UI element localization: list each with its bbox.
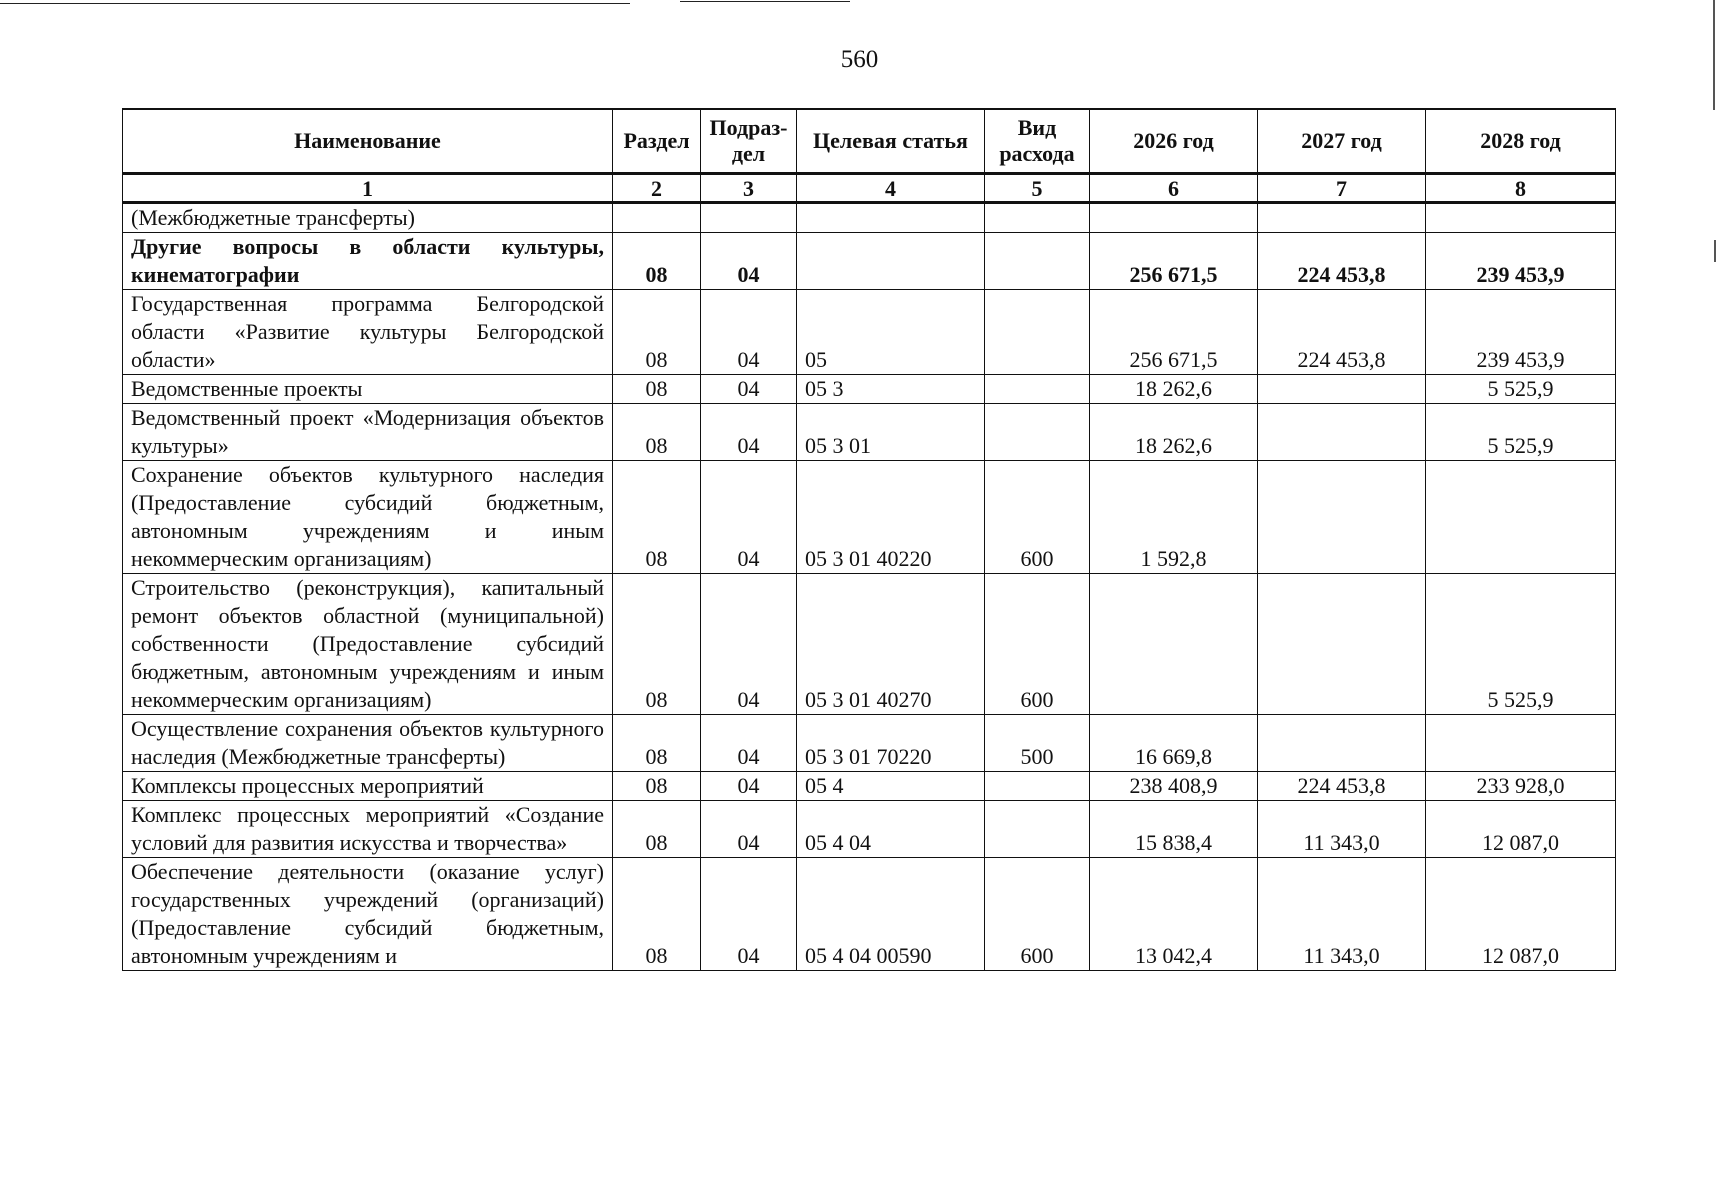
row-2026: 256 671,5 <box>1090 233 1258 290</box>
row-podrazdel: 04 <box>701 404 797 461</box>
table-row <box>123 715 1616 772</box>
row-2028: 239 453,9 <box>1426 233 1616 290</box>
row-name: Сохранение объектов культурного наследия (Предоставление субсидий бюджетным, автономным учреждениям и иным некоммерческим организациям) <box>123 461 613 574</box>
row-tselevaya <box>797 203 985 233</box>
row-tselevaya: 05 4 04 <box>797 801 985 858</box>
header-vid: Вид расхода <box>985 109 1090 174</box>
row-tselevaya: 05 3 01 70220 <box>797 715 985 772</box>
table-row <box>123 375 1616 404</box>
column-number: 1 <box>123 174 613 203</box>
row-name: Осуществление сохранения объектов культурного наследия (Межбюджетные трансферты) <box>123 715 613 772</box>
row-2026 <box>1090 574 1258 715</box>
column-number: 4 <box>797 174 985 203</box>
row-podrazdel <box>701 203 797 233</box>
budget-table <box>122 108 1616 971</box>
row-2027 <box>1258 461 1426 574</box>
row-vid <box>985 772 1090 801</box>
row-name: Комплекс процессных мероприятий «Создание условий для развития искусства и творчества» <box>123 801 613 858</box>
row-razdel: 08 <box>613 772 701 801</box>
row-tselevaya: 05 <box>797 290 985 375</box>
row-vid <box>985 404 1090 461</box>
row-2026: 16 669,8 <box>1090 715 1258 772</box>
row-2027: 11 343,0 <box>1258 858 1426 971</box>
row-razdel: 08 <box>613 290 701 375</box>
row-2026: 256 671,5 <box>1090 290 1258 375</box>
row-tselevaya: 05 4 <box>797 772 985 801</box>
row-name: Обеспечение деятельности (оказание услуг) государственных учреждений (организаций) (Предоставление субсидий бюджетным, автономным учреждениям и <box>123 858 613 971</box>
row-podrazdel: 04 <box>701 715 797 772</box>
row-2027: 224 453,8 <box>1258 233 1426 290</box>
row-2027: 224 453,8 <box>1258 772 1426 801</box>
row-2026: 18 262,6 <box>1090 404 1258 461</box>
row-tselevaya: 05 3 01 40220 <box>797 461 985 574</box>
row-podrazdel: 04 <box>701 574 797 715</box>
row-podrazdel: 04 <box>701 233 797 290</box>
row-2027 <box>1258 203 1426 233</box>
table-row <box>123 203 1616 233</box>
row-2026 <box>1090 203 1258 233</box>
row-razdel: 08 <box>613 461 701 574</box>
page-number: 560 <box>840 46 879 73</box>
row-2026: 13 042,4 <box>1090 858 1258 971</box>
row-vid: 600 <box>985 574 1090 715</box>
row-2028: 12 087,0 <box>1426 858 1616 971</box>
row-vid: 500 <box>985 715 1090 772</box>
row-2028: 239 453,9 <box>1426 290 1616 375</box>
header-podrazdel: Подраз-дел <box>701 109 797 174</box>
row-2028: 12 087,0 <box>1426 801 1616 858</box>
column-number: 8 <box>1426 174 1616 203</box>
table-row <box>123 233 1616 290</box>
scan-edge-mark <box>1714 240 1716 262</box>
table-row <box>123 772 1616 801</box>
header-2028: 2028 год <box>1426 109 1616 174</box>
row-vid: 600 <box>985 858 1090 971</box>
row-vid <box>985 375 1090 404</box>
table-row <box>123 404 1616 461</box>
header-tselevaya: Целевая статья <box>797 109 985 174</box>
table-row <box>123 801 1616 858</box>
row-podrazdel: 04 <box>701 801 797 858</box>
row-2026: 238 408,9 <box>1090 772 1258 801</box>
row-2028 <box>1426 203 1616 233</box>
row-2028: 5 525,9 <box>1426 574 1616 715</box>
table-row <box>123 574 1616 715</box>
row-vid <box>985 801 1090 858</box>
row-razdel <box>613 203 701 233</box>
row-name: Ведомственный проект «Модернизация объектов культуры» <box>123 404 613 461</box>
row-vid <box>985 233 1090 290</box>
header-2027: 2027 год <box>1258 109 1426 174</box>
row-2028: 5 525,9 <box>1426 375 1616 404</box>
row-podrazdel: 04 <box>701 290 797 375</box>
row-razdel: 08 <box>613 858 701 971</box>
row-podrazdel: 04 <box>701 858 797 971</box>
row-tselevaya: 05 3 01 40270 <box>797 574 985 715</box>
row-tselevaya: 05 3 01 <box>797 404 985 461</box>
table-row <box>123 290 1616 375</box>
row-name: Другие вопросы в области культуры, кинематографии <box>123 233 613 290</box>
row-podrazdel: 04 <box>701 375 797 404</box>
header-name: Наименование <box>123 109 613 174</box>
row-2027: 11 343,0 <box>1258 801 1426 858</box>
row-podrazdel: 04 <box>701 461 797 574</box>
header-razdel: Раздел <box>613 109 701 174</box>
table-row <box>123 858 1616 971</box>
row-name: Ведомственные проекты <box>123 375 613 404</box>
row-2028 <box>1426 715 1616 772</box>
row-2028 <box>1426 461 1616 574</box>
row-tselevaya: 05 3 <box>797 375 985 404</box>
row-2027 <box>1258 404 1426 461</box>
row-name: (Межбюджетные трансферты) <box>123 203 613 233</box>
row-tselevaya <box>797 233 985 290</box>
row-tselevaya: 05 4 04 00590 <box>797 858 985 971</box>
row-2027 <box>1258 574 1426 715</box>
row-2027 <box>1258 715 1426 772</box>
row-vid <box>985 290 1090 375</box>
row-razdel: 08 <box>613 715 701 772</box>
row-razdel: 08 <box>613 801 701 858</box>
row-2028: 5 525,9 <box>1426 404 1616 461</box>
column-number: 5 <box>985 174 1090 203</box>
row-2026: 18 262,6 <box>1090 375 1258 404</box>
column-number: 6 <box>1090 174 1258 203</box>
column-number: 2 <box>613 174 701 203</box>
row-2026: 15 838,4 <box>1090 801 1258 858</box>
scan-artifact-line <box>0 3 630 4</box>
row-podrazdel: 04 <box>701 772 797 801</box>
row-2026: 1 592,8 <box>1090 461 1258 574</box>
row-vid: 600 <box>985 461 1090 574</box>
row-razdel: 08 <box>613 404 701 461</box>
column-number-row <box>123 174 1616 203</box>
table-row <box>123 461 1616 574</box>
header-2026: 2026 год <box>1090 109 1258 174</box>
header-row <box>123 109 1616 174</box>
row-name: Государственная программа Белгородской области «Развитие культуры Белгородской области» <box>123 290 613 375</box>
column-number: 3 <box>701 174 797 203</box>
row-2027 <box>1258 375 1426 404</box>
scan-artifact-line <box>680 1 850 2</box>
row-vid <box>985 203 1090 233</box>
row-2028: 233 928,0 <box>1426 772 1616 801</box>
row-name: Строительство (реконструкция), капитальный ремонт объектов областной (муниципальной) собственности (Предоставление субсидий бюджетным, автономным учреждениям и иным некоммерческим организациям) <box>123 574 613 715</box>
row-razdel: 08 <box>613 574 701 715</box>
row-razdel: 08 <box>613 375 701 404</box>
row-2027: 224 453,8 <box>1258 290 1426 375</box>
row-razdel: 08 <box>613 233 701 290</box>
row-name: Комплексы процессных мероприятий <box>123 772 613 801</box>
column-number: 7 <box>1258 174 1426 203</box>
